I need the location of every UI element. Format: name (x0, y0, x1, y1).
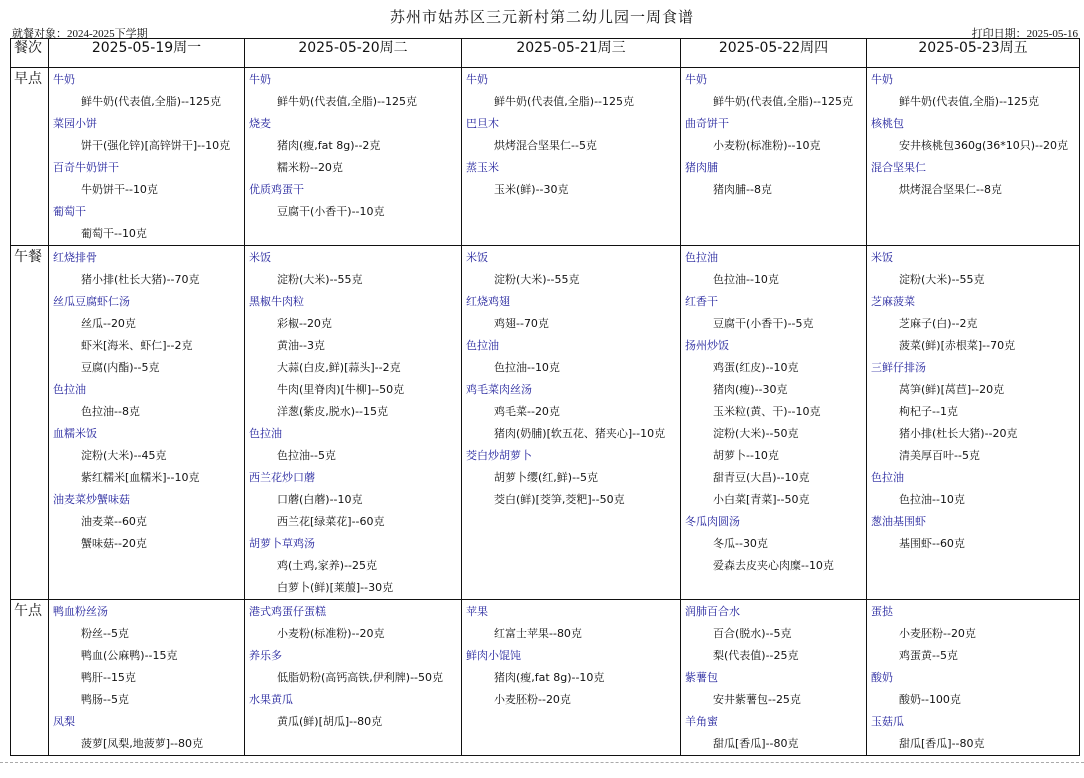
menu-cell (49, 246, 245, 600)
ingredient-item: 葡萄干--10克 (81, 227, 147, 240)
menu-cell (681, 68, 867, 246)
dish-name: 血糯米饭 (53, 427, 97, 440)
meal-column-header: 餐次 (11, 39, 49, 68)
ingredient-item: 酸奶--100克 (899, 693, 961, 706)
ingredient-item: 大蒜(白皮,鲜)[蒜头]--2克 (277, 361, 401, 374)
ingredient-item: 糯米粉--20克 (277, 161, 343, 174)
meal-label: 早点 (11, 68, 49, 246)
ingredient-item: 安井紫薯包--25克 (713, 693, 801, 706)
weekly-menu-table (10, 38, 1080, 756)
ingredient-item: 清美厚百叶--5克 (899, 449, 980, 462)
ingredient-item: 豆腐(内酯)--5克 (81, 361, 160, 374)
ingredient-item: 甜青豆(大昌)--10克 (713, 471, 810, 484)
ingredient-item: 油麦菜--60克 (81, 515, 147, 528)
ingredient-item: 淀粉(大米)--50克 (713, 427, 799, 440)
dish-name: 茭白炒胡萝卜 (466, 449, 532, 462)
page-title: 苏州市姑苏区三元新村第二幼儿园一周食谱 (389, 8, 694, 26)
ingredient-item: 枸杞子--1克 (899, 405, 958, 418)
ingredient-item: 烘烤混合坚果仁--8克 (899, 183, 1002, 196)
ingredient-item: 冬瓜--30克 (713, 537, 768, 550)
ingredient-item: 淀粉(大米)--45克 (81, 449, 167, 462)
ingredient-item: 淀粉(大米)--55克 (494, 273, 580, 286)
dish-name: 猪肉脯 (685, 161, 718, 174)
header-row (11, 39, 1080, 68)
ingredient-item: 丝瓜--20克 (81, 317, 136, 330)
dish-name: 优质鸡蛋干 (249, 183, 304, 196)
dish-name: 红烧鸡翅 (466, 295, 510, 308)
meal-label: 午点 (11, 600, 49, 756)
ingredient-item: 鸡翅--70克 (494, 317, 549, 330)
dish-name: 牛奶 (249, 73, 271, 86)
ingredient-item: 黄瓜(鲜)[胡瓜]--80克 (277, 715, 383, 728)
dish-name: 油麦菜炒蟹味菇 (53, 493, 130, 506)
ingredient-item: 蟹味菇--20克 (81, 537, 147, 550)
dish-name: 冬瓜肉圆汤 (685, 515, 740, 528)
dish-name: 米饭 (466, 251, 488, 264)
ingredient-item: 鸭血(公麻鸭)--15克 (81, 649, 178, 662)
dish-name: 混合坚果仁 (871, 161, 926, 174)
dish-name: 紫薯包 (685, 671, 718, 684)
ingredient-item: 鲜牛奶(代表值,全脂)--125克 (277, 95, 418, 108)
menu-cell (462, 68, 681, 246)
dish-list (245, 68, 461, 223)
dish-name: 曲奇饼干 (685, 117, 729, 130)
ingredient-item: 色拉油--10克 (494, 361, 560, 374)
dish-name: 菜园小饼 (53, 117, 97, 130)
ingredient-item: 茭白(鲜)[茭笋,茭粑]--50克 (494, 493, 625, 506)
ingredient-item: 爱森去皮夹心肉糜--10克 (713, 559, 834, 572)
ingredient-item: 胡萝卜--10克 (713, 449, 779, 462)
ingredient-item: 猪肉(奶脯)[软五花、猪夹心]--10克 (494, 427, 666, 440)
menu-cell (681, 246, 867, 600)
page-break-divider (0, 762, 1084, 763)
dish-name: 葡萄干 (53, 205, 86, 218)
ingredient-item: 甜瓜[香瓜]--80克 (713, 737, 799, 750)
menu-cell (867, 600, 1080, 756)
dish-name: 港式鸡蛋仔蛋糕 (249, 605, 326, 618)
ingredient-item: 鸡蛋黄--5克 (899, 649, 958, 662)
ingredient-item: 芝麻子(白)--2克 (899, 317, 978, 330)
day-header: 2025-05-19周一 (49, 39, 245, 68)
dish-name: 红香干 (685, 295, 718, 308)
ingredient-item: 鲜牛奶(代表值,全脂)--125克 (494, 95, 635, 108)
dish-list (867, 246, 1079, 555)
ingredient-item: 百合(脱水)--5克 (713, 627, 792, 640)
dish-name: 养乐多 (249, 649, 282, 662)
day-header: 2025-05-21周三 (462, 39, 681, 68)
ingredient-item: 玉米粒(黄、干)--10克 (713, 405, 821, 418)
ingredient-item: 鲜牛奶(代表值,全脂)--125克 (899, 95, 1040, 108)
ingredient-item: 梨(代表值)--25克 (713, 649, 799, 662)
ingredient-item: 猪肉(瘦,fat 8g)--10克 (494, 671, 605, 684)
dish-list (245, 600, 461, 733)
ingredient-item: 虾米[海米、虾仁]--2克 (81, 339, 193, 352)
ingredient-item: 口蘑(白蘑)--10克 (277, 493, 363, 506)
dish-name: 色拉油 (249, 427, 282, 440)
dish-list (245, 246, 461, 599)
day-header: 2025-05-20周二 (245, 39, 462, 68)
ingredient-item: 甜瓜[香瓜]--80克 (899, 737, 985, 750)
dish-name: 鸭血粉丝汤 (53, 605, 108, 618)
dish-name: 烧麦 (249, 117, 271, 130)
dish-name: 润肺百合水 (685, 605, 740, 618)
menu-cell (462, 600, 681, 756)
dish-name: 葱油基围虾 (871, 515, 926, 528)
dish-name: 牛奶 (871, 73, 893, 86)
ingredient-item: 鸡(土鸡,家养)--25克 (277, 559, 378, 572)
dish-list (867, 68, 1079, 201)
ingredient-item: 猪肉脯--8克 (713, 183, 772, 196)
ingredient-item: 鸡毛菜--20克 (494, 405, 560, 418)
dish-name: 米饭 (871, 251, 893, 264)
menu-cell (245, 600, 462, 756)
dish-name: 苹果 (466, 605, 488, 618)
ingredient-item: 猪肉(瘦,fat 8g)--2克 (277, 139, 381, 152)
ingredient-item: 紫红糯米[血糯米]--10克 (81, 471, 200, 484)
ingredient-item: 菠萝[凤梨,地菠萝]--80克 (81, 737, 204, 750)
meal-label: 午餐 (11, 246, 49, 600)
ingredient-item: 低脂奶粉(高钙高铁,伊利牌)--50克 (277, 671, 444, 684)
ingredient-item: 小麦粉(标准粉)--20克 (277, 627, 385, 640)
dish-name: 牛奶 (466, 73, 488, 86)
ingredient-item: 豆腐干(小香干)--10克 (277, 205, 385, 218)
menu-cell (49, 68, 245, 246)
day-header: 2025-05-22周四 (681, 39, 867, 68)
ingredient-item: 菠菜(鲜)[赤根菜]--70克 (899, 339, 1016, 352)
ingredient-item: 基围虾--60克 (899, 537, 965, 550)
ingredient-item: 小白菜[青菜]--50克 (713, 493, 810, 506)
ingredient-item: 淀粉(大米)--55克 (277, 273, 363, 286)
dish-name: 百奇牛奶饼干 (53, 161, 119, 174)
ingredient-item: 色拉油--5克 (277, 449, 336, 462)
ingredient-item: 鸡蛋(红皮)--10克 (713, 361, 799, 374)
ingredient-item: 莴笋(鲜)[莴苣]--20克 (899, 383, 1005, 396)
meal-row (11, 68, 1080, 246)
ingredient-item: 牛奶饼干--10克 (81, 183, 158, 196)
menu-cell (867, 246, 1080, 600)
dish-list (681, 246, 866, 577)
dish-list (49, 600, 244, 755)
ingredient-item: 红富士苹果--80克 (494, 627, 582, 640)
ingredient-item: 色拉油--8克 (81, 405, 140, 418)
dish-list (49, 246, 244, 555)
dish-name: 扬州炒饭 (685, 339, 729, 352)
dish-name: 酸奶 (871, 671, 893, 684)
dish-list (49, 68, 244, 245)
dish-name: 胡萝卜草鸡汤 (249, 537, 315, 550)
menu-cell (462, 246, 681, 600)
ingredient-item: 胡萝卜缨(红,鲜)--5克 (494, 471, 599, 484)
dish-name: 牛奶 (53, 73, 75, 86)
dish-name: 色拉油 (685, 251, 718, 264)
ingredient-item: 鸭肝--15克 (81, 671, 136, 684)
ingredient-item: 小麦粉(标准粉)--10克 (713, 139, 821, 152)
ingredient-item: 色拉油--10克 (713, 273, 779, 286)
dish-name: 水果黄瓜 (249, 693, 293, 706)
ingredient-item: 烘烤混合坚果仁--5克 (494, 139, 597, 152)
print-date: 打印日期：2025-05-16 (971, 28, 1078, 40)
ingredient-item: 小麦胚粉--20克 (494, 693, 571, 706)
dish-name: 巴旦木 (466, 117, 499, 130)
ingredient-item: 猪肉(瘦)--30克 (713, 383, 788, 396)
dish-list (681, 600, 866, 755)
ingredient-item: 色拉油--10克 (899, 493, 965, 506)
ingredient-item: 玉米(鲜)--30克 (494, 183, 569, 196)
dish-name: 凤梨 (53, 715, 75, 728)
ingredient-item: 小麦胚粉--20克 (899, 627, 976, 640)
ingredient-item: 洋葱(紫皮,脱水)--15克 (277, 405, 389, 418)
dish-name: 核桃包 (871, 117, 904, 130)
dish-name: 芝麻菠菜 (871, 295, 915, 308)
ingredient-item: 黄油--3克 (277, 339, 325, 352)
ingredient-item: 鲜牛奶(代表值,全脂)--125克 (713, 95, 854, 108)
ingredient-item: 安井核桃包360g(36*10只)--20克 (899, 139, 1068, 152)
ingredient-item: 西兰花[绿菜花]--60克 (277, 515, 385, 528)
dish-name: 鸡毛菜肉丝汤 (466, 383, 532, 396)
dish-name: 米饭 (249, 251, 271, 264)
meal-row (11, 246, 1080, 600)
menu-cell (681, 600, 867, 756)
ingredient-item: 白萝卜(鲜)[莱菔]--30克 (277, 581, 394, 594)
dining-target: 就餐对象：2024-2025下学期 (12, 28, 148, 40)
dish-name: 黑椒牛肉粒 (249, 295, 304, 308)
menu-cell (245, 246, 462, 600)
dish-name: 色拉油 (53, 383, 86, 396)
ingredient-item: 鲜牛奶(代表值,全脂)--125克 (81, 95, 222, 108)
ingredient-item: 鸭肠--5克 (81, 693, 129, 706)
menu-cell (245, 68, 462, 246)
dish-list (462, 246, 680, 511)
dish-name: 色拉油 (871, 471, 904, 484)
ingredient-item: 粉丝--5克 (81, 627, 129, 640)
dish-name: 西兰花炒口蘑 (249, 471, 315, 484)
dish-list (867, 600, 1079, 755)
dish-name: 蛋挞 (871, 605, 893, 618)
ingredient-item: 猪小排(杜长大猪)--20克 (899, 427, 1018, 440)
dish-list (462, 68, 680, 201)
dish-name: 三鲜仔排汤 (871, 361, 926, 374)
dish-name: 色拉油 (466, 339, 499, 352)
ingredient-item: 饼干(强化锌)[高锌饼干]--10克 (81, 139, 231, 152)
ingredient-item: 牛肉(里脊肉)[牛柳]--50克 (277, 383, 405, 396)
dish-name: 鲜肉小馄饨 (466, 649, 521, 662)
ingredient-item: 豆腐干(小香干)--5克 (713, 317, 814, 330)
dish-list (462, 600, 680, 711)
dish-name: 牛奶 (685, 73, 707, 86)
ingredient-item: 彩椒--20克 (277, 317, 332, 330)
dish-name: 蒸玉米 (466, 161, 499, 174)
dish-name: 玉菇瓜 (871, 715, 904, 728)
dish-name: 羊角蜜 (685, 715, 718, 728)
menu-cell (49, 600, 245, 756)
ingredient-item: 猪小排(杜长大猪)--70克 (81, 273, 200, 286)
ingredient-item: 淀粉(大米)--55克 (899, 273, 985, 286)
menu-cell (867, 68, 1080, 246)
dish-list (681, 68, 866, 201)
day-header: 2025-05-23周五 (867, 39, 1080, 68)
dish-name: 丝瓜豆腐虾仁汤 (53, 295, 130, 308)
meal-row (11, 600, 1080, 756)
dish-name: 红烧排骨 (53, 251, 97, 264)
